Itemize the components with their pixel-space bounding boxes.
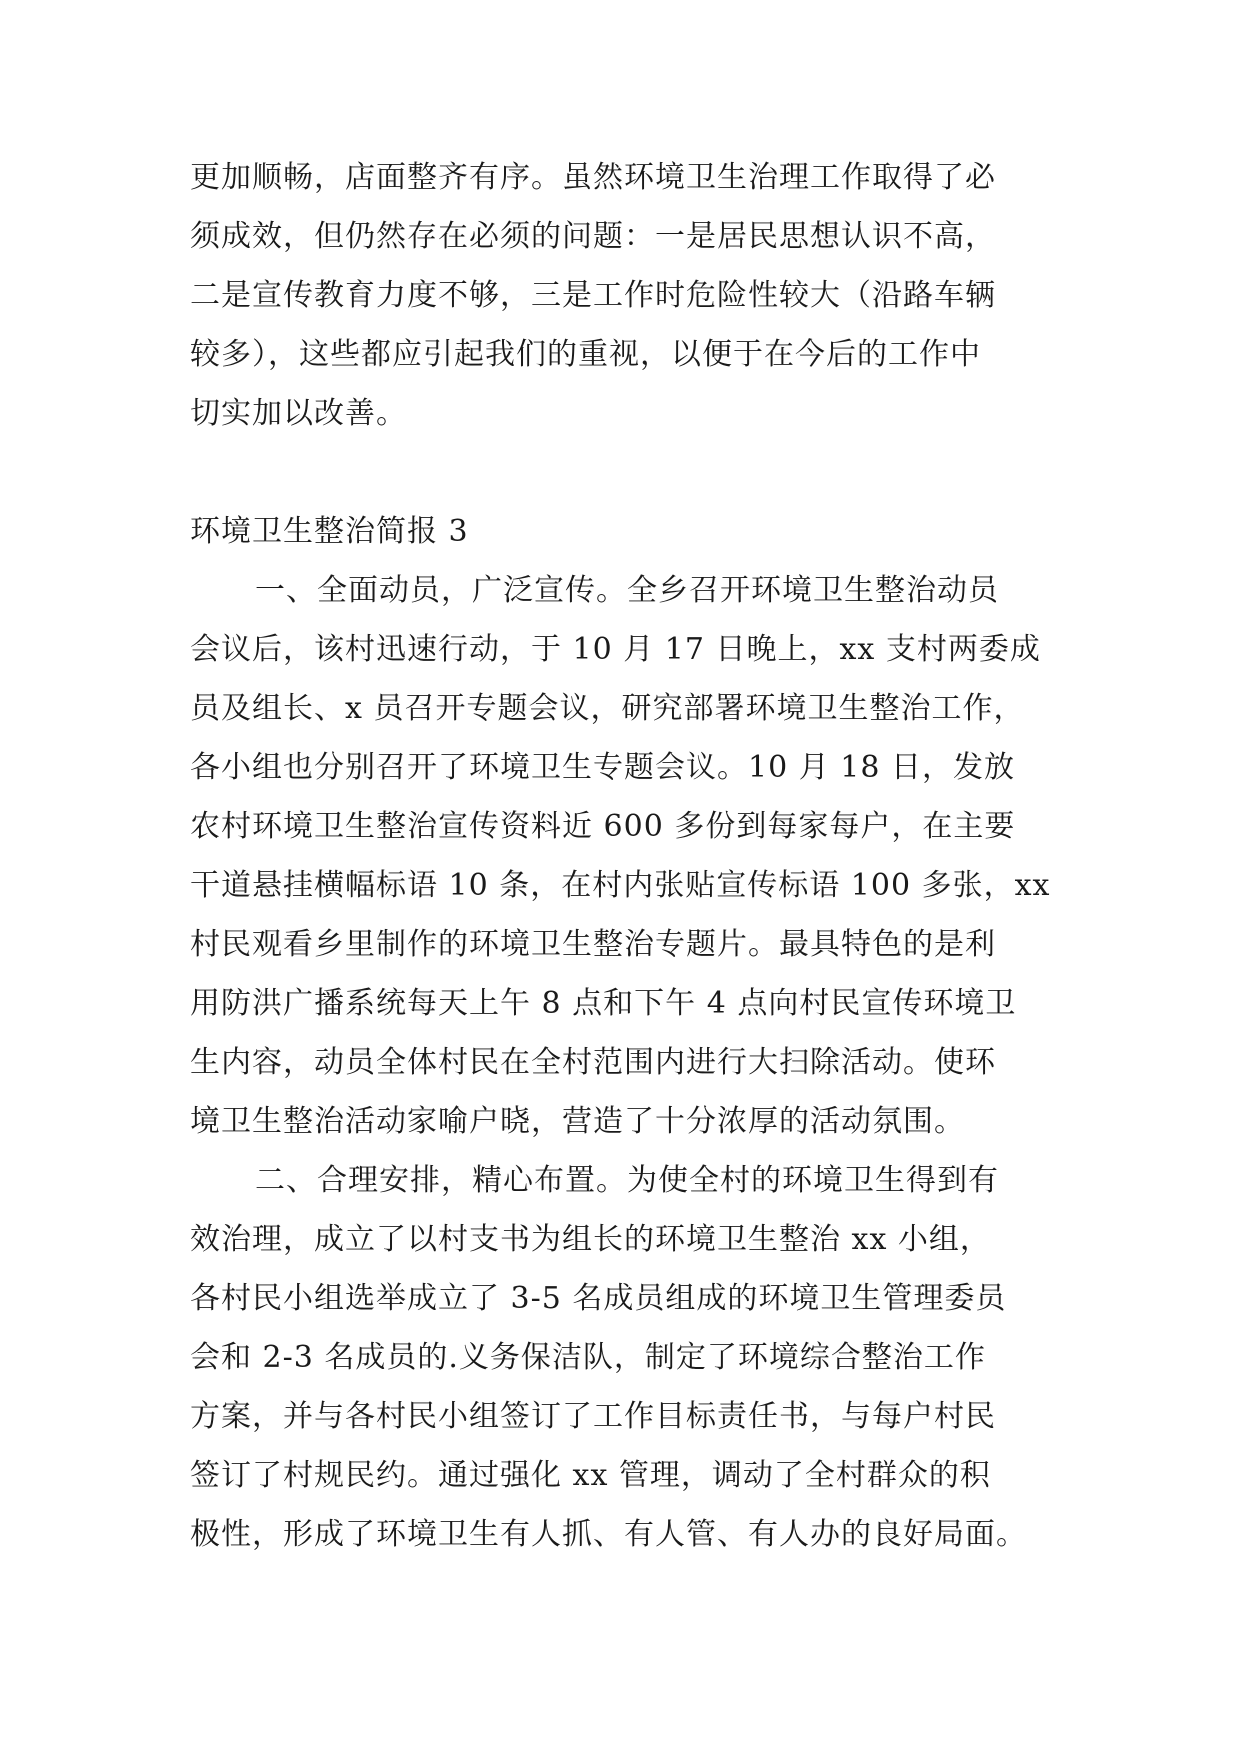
text-line: 切实加以改善。 — [190, 396, 407, 431]
text-line: 极性，形成了环境卫生有人抓、有人管、有人办的良好局面。 — [190, 1517, 1027, 1552]
text-line: 干道悬挂横幅标语 10 条，在村内张贴宣传标语 100 多张，xx — [190, 868, 1051, 903]
text-line: 须成效，但仍然存在必须的问题：一是居民思想认识不高， — [190, 219, 996, 254]
text-line: 用防洪广播系统每天上午 8 点和下午 4 点向村民宣传环境卫 — [190, 986, 1017, 1021]
section-title: 环境卫生整治简报 3 — [190, 514, 469, 549]
text-line: 各村民小组选举成立了 3-5 名成员组成的环境卫生管理委员 — [190, 1281, 1007, 1316]
text-line: 会和 2-3 名成员的.义务保洁队，制定了环境综合整治工作 — [190, 1340, 986, 1375]
text-line: 农村环境卫生整治宣传资料近 600 多份到每家每户，在主要 — [190, 809, 1016, 844]
text-line: 二是宣传教育力度不够，三是工作时危险性较大（沿路车辆 — [190, 278, 996, 313]
text-line: 方案，并与各村民小组签订了工作目标责任书，与每户村民 — [190, 1399, 996, 1434]
text-line: 效治理，成立了以村支书为组长的环境卫生整治 xx 小组， — [190, 1222, 991, 1257]
text-line: 会议后，该村迅速行动，于 10 月 17 日晚上，xx 支村两委成 — [190, 632, 1041, 667]
text-line: 较多），这些都应引起我们的重视，以便于在今后的工作中 — [190, 337, 981, 372]
text-line: 签订了村规民约。通过强化 xx 管理，调动了全村群众的积 — [190, 1458, 991, 1493]
text-line: 生内容，动员全体村民在全村范围内进行大扫除活动。使环 — [190, 1045, 996, 1080]
paragraph-start-line: 一、全面动员，广泛宣传。全乡召开环境卫生整治动员 — [255, 573, 999, 608]
text-line: 各小组也分别召开了环境卫生专题会议。10 月 18 日，发放 — [190, 750, 1015, 785]
paragraph-start-line: 二、合理安排，精心布置。为使全村的环境卫生得到有 — [255, 1163, 999, 1198]
text-line: 境卫生整治活动家喻户晓，营造了十分浓厚的活动氛围。 — [190, 1104, 965, 1139]
text-line: 员及组长、x 员召开专题会议，研究部署环境卫生整治工作， — [190, 691, 1025, 726]
text-line: 更加顺畅，店面整齐有序。虽然环境卫生治理工作取得了必 — [190, 160, 996, 195]
text-line: 村民观看乡里制作的环境卫生整治专题片。最具特色的是利 — [190, 927, 996, 962]
